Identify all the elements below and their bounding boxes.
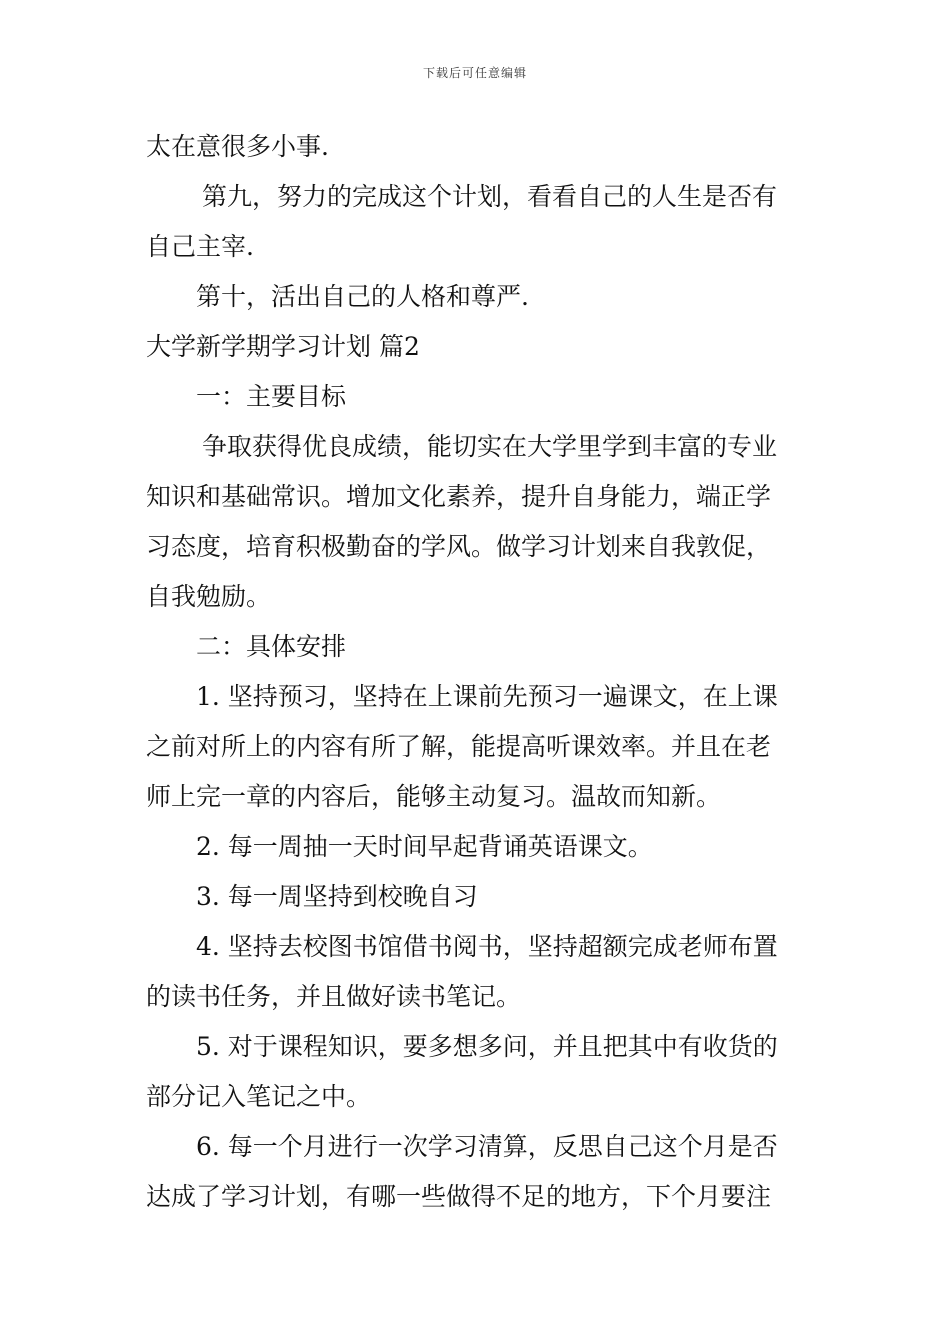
text-line: 第十，活出自己的人格和尊严. bbox=[196, 282, 529, 311]
text-line: 的读书任务，并且做好读书笔记。 bbox=[146, 982, 522, 1011]
text-line: 第九，努力的完成这个计划，看看自己的人生是否有 bbox=[202, 182, 778, 211]
text-line: 部分记入笔记之中。 bbox=[146, 1082, 372, 1111]
list-item: 3. 每一周坚持到校晚自习 bbox=[196, 882, 478, 911]
text-line: 之前对所上的内容有所了解，能提高听课效率。并且在老 bbox=[146, 732, 772, 761]
list-item: 1. 坚持预习，坚持在上课前先预习一遍课文，在上课 bbox=[196, 682, 778, 711]
text-line: 知识和基础常识。增加文化素养，提升自身能力，端正学 bbox=[146, 482, 772, 511]
header-note: 下载后可任意编辑 bbox=[422, 66, 527, 80]
list-item: 4. 坚持去校图书馆借书阅书，坚持超额完成老师布置 bbox=[196, 932, 778, 961]
text-line: 自己主宰. bbox=[146, 232, 254, 261]
list-item: 5. 对于课程知识，要多想多问，并且把其中有收货的 bbox=[196, 1032, 778, 1061]
text-line: 师上完一章的内容后，能够主动复习。温故而知新。 bbox=[146, 782, 722, 811]
section-heading: 大学新学期学习计划 篇2 bbox=[146, 332, 420, 361]
text-line: 争取获得优良成绩，能切实在大学里学到丰富的专业 bbox=[202, 432, 778, 461]
document-body bbox=[146, 122, 810, 1222]
text-line: 自我勉励。 bbox=[146, 582, 272, 611]
text-line: 太在意很多小事. bbox=[146, 132, 329, 161]
text-line: 达成了学习计划，有哪一些做得不足的地方，下个月要注 bbox=[146, 1182, 772, 1211]
subheading: 一：主要目标 bbox=[196, 382, 347, 411]
subheading: 二：具体安排 bbox=[196, 632, 347, 661]
list-item: 2. 每一周抽一天时间早起背诵英语课文。 bbox=[196, 832, 653, 861]
list-item: 6. 每一个月进行一次学习清算，反思自己这个月是否 bbox=[196, 1132, 778, 1161]
text-line: 习态度，培育积极勤奋的学风。做学习计划来自我敦促， bbox=[146, 532, 772, 561]
